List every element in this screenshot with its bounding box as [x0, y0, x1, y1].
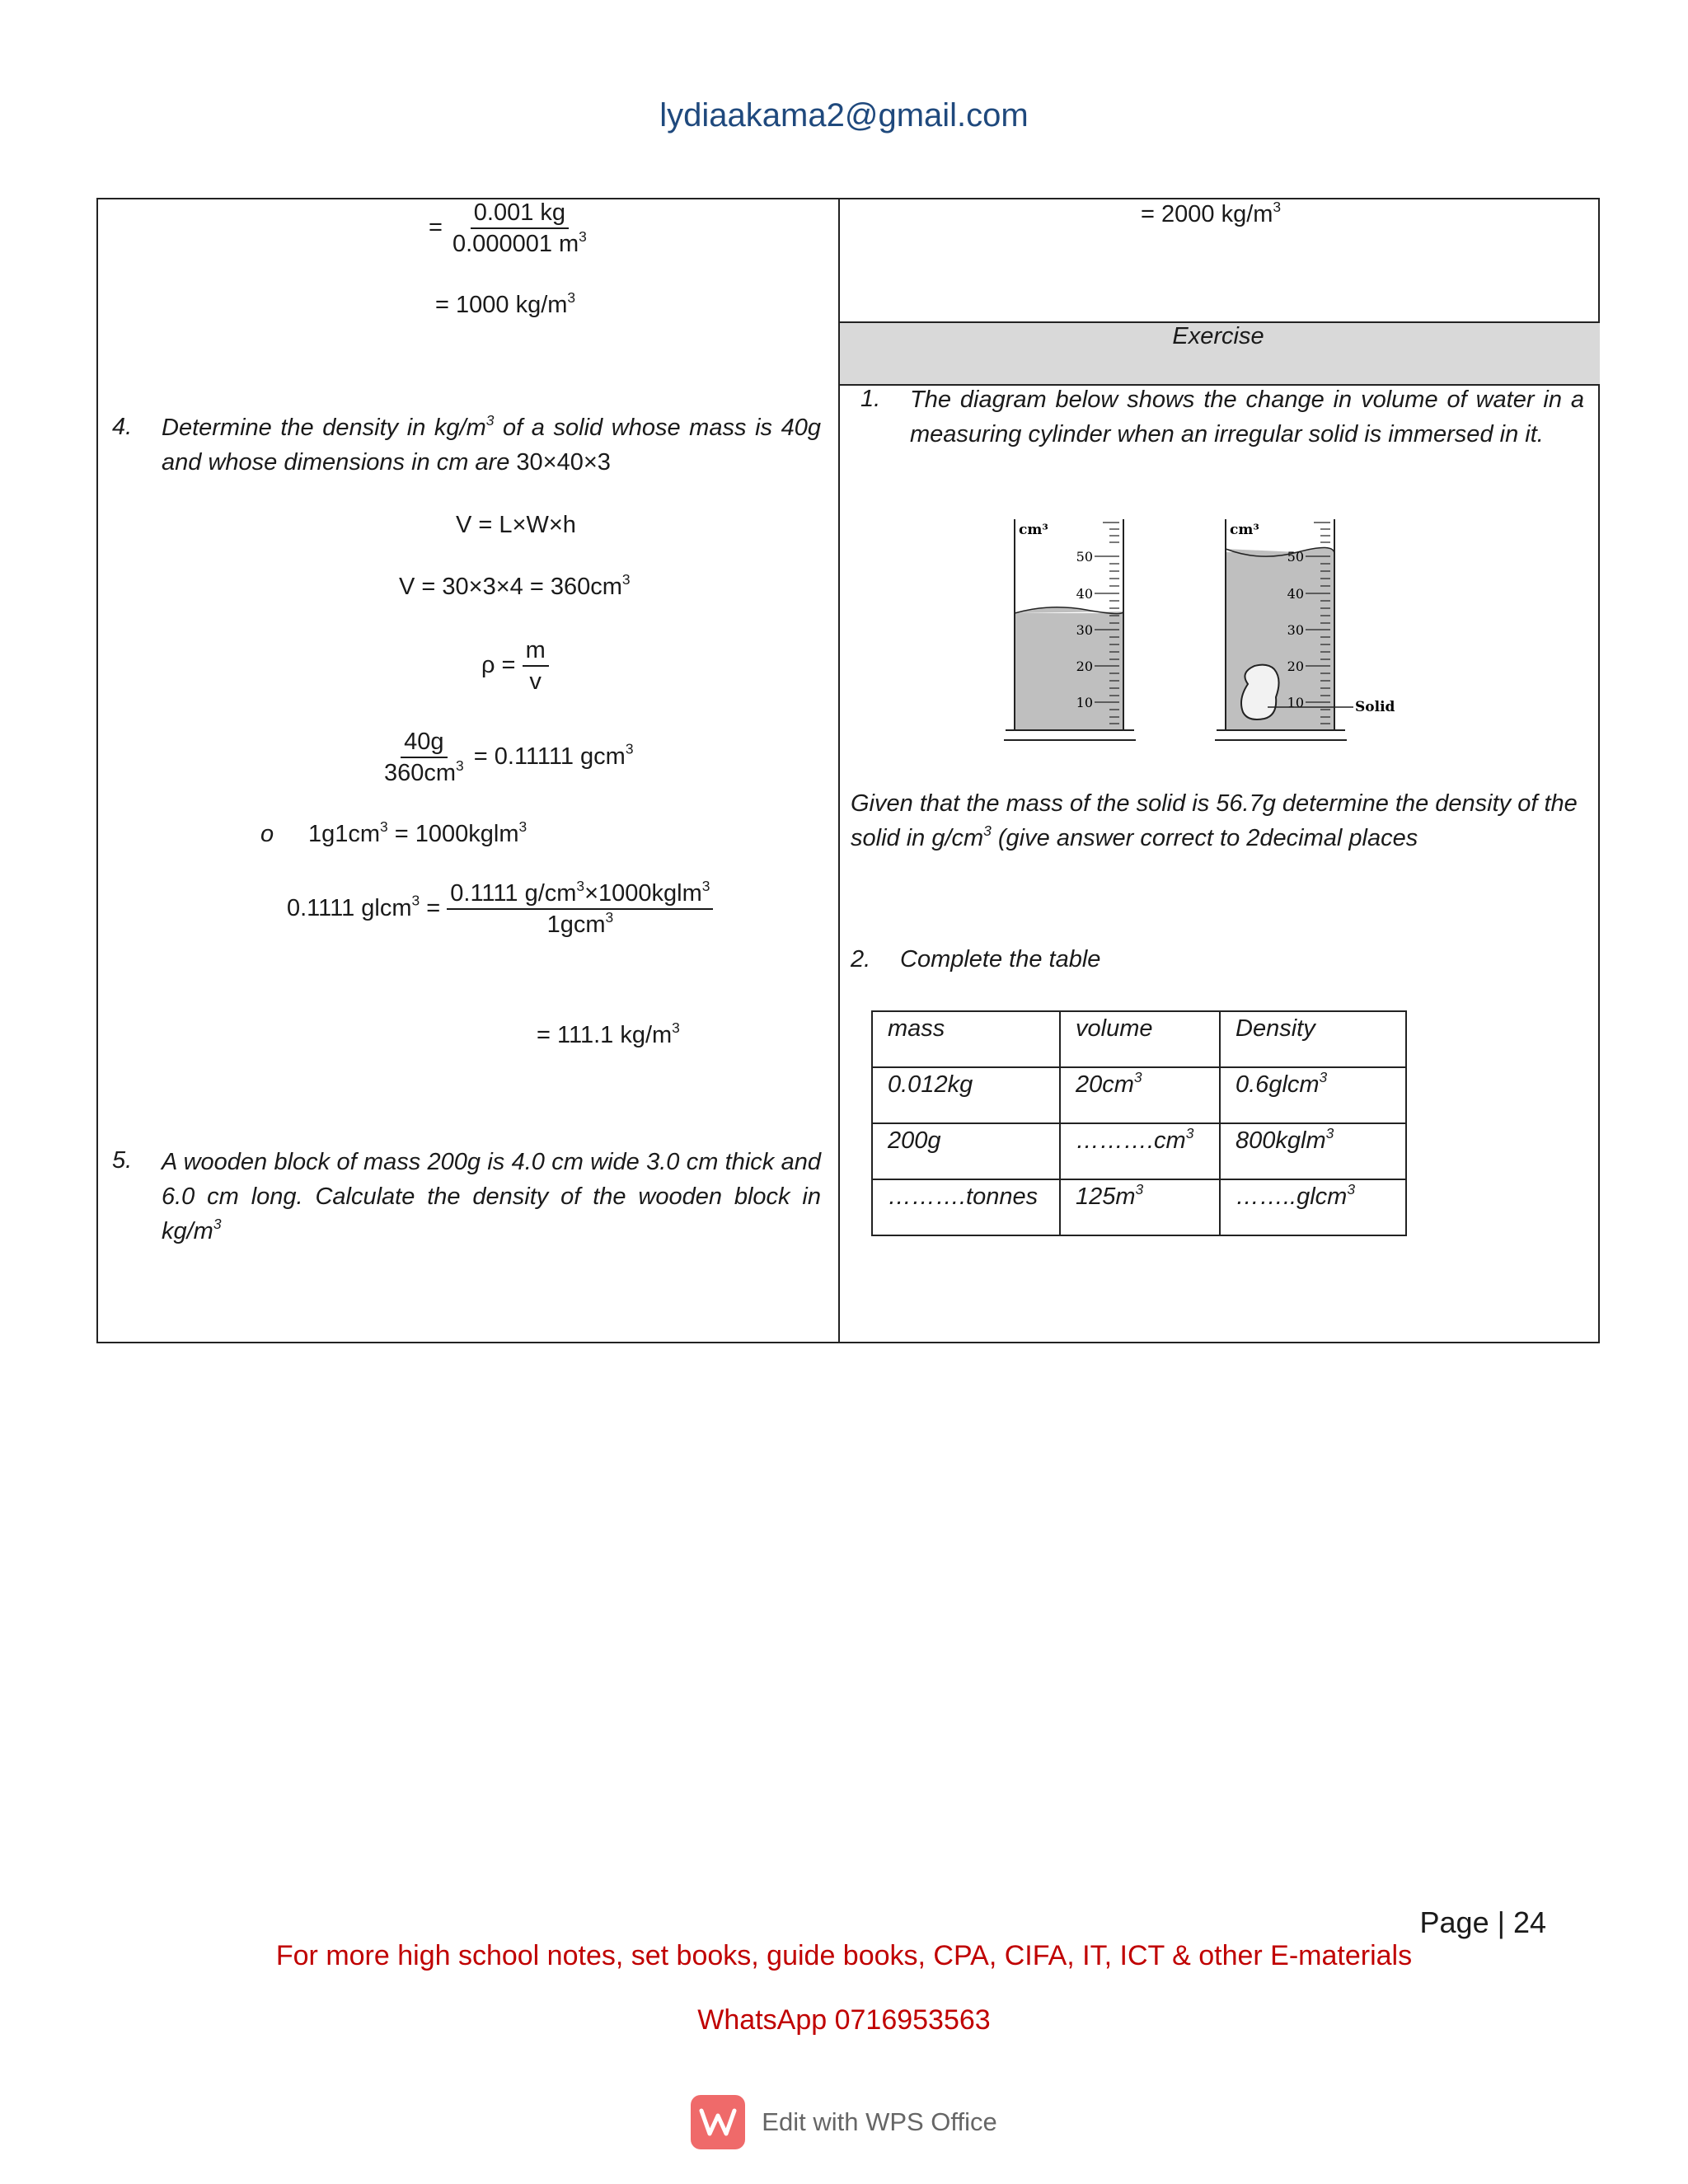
density-division: $\frac{40g}{360cm^3}$ = 0.11111 gcm$^3$: [381, 727, 634, 789]
scale-label: 30: [1076, 622, 1093, 638]
equals-sign: =: [429, 213, 443, 241]
density-table: [871, 1010, 1407, 1236]
fraction-numerator: 0.1111 $g/cm^3\times 1000kglm^3$: [447, 879, 713, 910]
cylinder-after: [1215, 519, 1395, 740]
table-cell: ……..glcm$^3$: [1220, 1179, 1406, 1235]
exercise-2-text: Complete the table: [900, 946, 1101, 972]
promo-text: For more high school notes, set books, guide books, CPA, CIFA, IT, ICT & other E-materials: [275, 1940, 1413, 1971]
table-row: [872, 1123, 1406, 1179]
scale-label: 20: [1287, 658, 1304, 674]
fraction: [449, 198, 590, 260]
scale-label: 50: [1076, 549, 1093, 565]
step-volume-calc: $V = 30\times 3\times 4 = 360cm^3$: [399, 570, 631, 600]
page-number: Page | 24: [1419, 1905, 1546, 1939]
scale-label: 30: [1287, 622, 1304, 638]
table-cell: $\dots\dots\dots.cm^3$: [1060, 1123, 1220, 1179]
table-header-cell: volume: [1060, 1011, 1220, 1067]
bullet-o: o: [260, 821, 274, 847]
question-4-number: 4.: [112, 414, 133, 440]
exercise-1-text: The diagram below shows the change in volume of water in a measuring cylinder when an irregular solid is immersed in it.: [910, 387, 1584, 448]
table-header-cell: mass: [872, 1011, 1060, 1067]
irregular-solid: [1241, 665, 1279, 719]
fraction-denominator: v: [529, 668, 542, 696]
table-cell: 200g: [872, 1123, 1060, 1179]
unit-label: cm³: [1230, 522, 1259, 538]
table-cell: 0.6glcm$^3$: [1220, 1067, 1406, 1123]
fraction-denominator: 1gcm$^3$: [546, 909, 614, 939]
header-email[interactable]: lydiaakama2@gmail.com: [659, 97, 1029, 134]
wps-edit-button[interactable]: [0, 2095, 1688, 2149]
scale-label: 40: [1076, 586, 1093, 602]
conversion-calc: 0.1111 glcm$^3$ = $\frac{0.1111 g/cm^3\times 1000kglm^3}{1gcm^3}$: [287, 879, 713, 940]
wps-label: Edit with WPS Office: [762, 2107, 997, 2136]
calc-result-1000: = 1000 $kg/m^3$: [435, 288, 576, 318]
water-before: [1015, 613, 1123, 730]
whatsapp-contact[interactable]: WhatsApp 0716953563: [697, 2004, 991, 2036]
table-row: [872, 1067, 1406, 1123]
fraction-numerator: m: [523, 635, 549, 667]
calc-fraction-kg: [429, 198, 590, 260]
table-cell: 0.012kg: [872, 1067, 1060, 1123]
answer-111: = 111.1 $kg/m^3$: [537, 1019, 680, 1048]
scale-label: 40: [1287, 586, 1304, 602]
scale-label: 20: [1076, 658, 1093, 674]
table-row: [872, 1179, 1406, 1235]
table-cell: $20cm^3$: [1060, 1067, 1220, 1123]
fraction-numerator: 0.001 kg: [471, 198, 569, 229]
measuring-cylinder-diagram: [1004, 511, 1432, 750]
table-cell: $125m^3$: [1060, 1179, 1220, 1235]
unit-label: cm³: [1019, 522, 1048, 538]
density-formula: ρ = $\frac{m}{v}$: [481, 635, 549, 697]
step-volume-formula: V = L×W×h: [456, 512, 576, 538]
table-header-cell: Density: [1220, 1011, 1406, 1067]
exercise-1-number: 1.: [860, 386, 881, 412]
wps-logo-icon: [691, 2095, 745, 2149]
table-row: [872, 1011, 1406, 1067]
unit-conversion: $1g1cm^3$ = 1000kglm$^3$: [308, 818, 528, 847]
exercise-heading: Exercise: [1172, 323, 1264, 349]
table-cell: 800kglm$^3$: [1220, 1123, 1406, 1179]
scale-label: 10: [1076, 695, 1093, 710]
cylinder-before: [1004, 519, 1136, 740]
result-2000: = 2000 $kg/m^3$: [1141, 198, 1282, 227]
question-4-text: Determine the density in $kg/m^3$ of a solid whose mass is 40g and whose dimensions in cm are 30×40×3: [162, 411, 821, 476]
scale-label: 50: [1287, 549, 1304, 565]
scale-label: 10: [1287, 695, 1304, 710]
fraction-denominator: 0.000001 $m^3$: [452, 228, 587, 258]
solid-label: Solid: [1355, 699, 1395, 715]
question-5-number: 5.: [112, 1147, 133, 1174]
fraction-numerator: 40g: [401, 727, 447, 758]
fraction-denominator: $360cm^3$: [384, 757, 464, 787]
question-5-text: A wooden block of mass 200g is 4.0 cm wide 3.0 cm thick and 6.0 cm long. Calculate the density of the wooden block in $kg/m^3$: [162, 1149, 821, 1244]
table-cell: ……….tonnes: [872, 1179, 1060, 1235]
exercise-1-given: Given that the mass of the solid is 56.7g determine the density of the solid in $g/cm^3$ (give answer correct to 2decimal places: [851, 790, 1578, 851]
exercise-2-number: 2.: [851, 946, 871, 972]
